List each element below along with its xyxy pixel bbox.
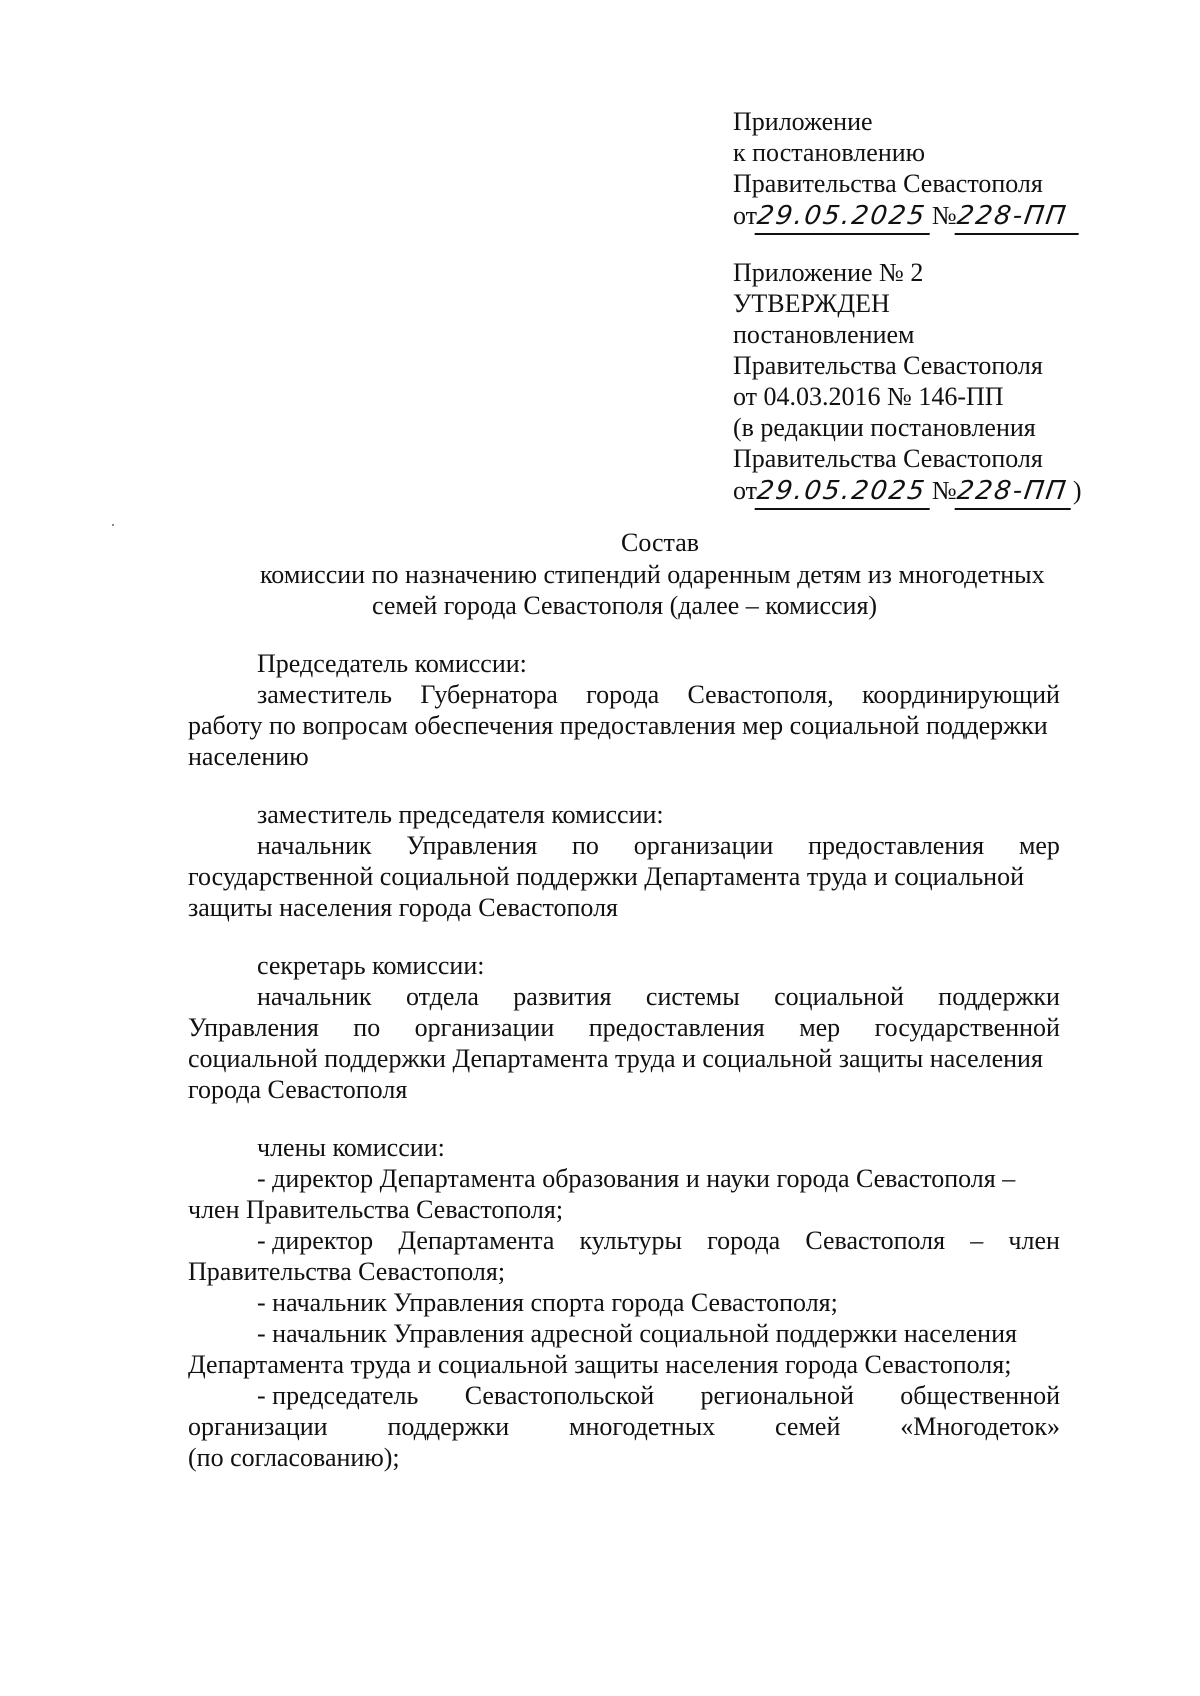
original-resolution-ref: от 04.03.2016 № 146-ПП <box>733 382 1004 411</box>
word: заместитель <box>257 680 393 709</box>
document-subtitle-line1: комиссии по назначению стипендий одаренным детям из многодетных <box>260 560 1045 589</box>
closing-paren: ) <box>1072 476 1082 505</box>
member-3: - начальник Управления спорта города Севастополя; <box>257 1288 838 1317</box>
chair-heading: Председатель комиссии: <box>257 649 527 678</box>
word: начальник <box>257 982 372 1011</box>
number-sign: № <box>931 201 957 230</box>
word: государственной <box>874 1013 1060 1042</box>
word: мер <box>799 1013 841 1042</box>
secretary-line3: социальной поддержки Департамента труда и социальной защиты населения <box>188 1044 1043 1073</box>
members-heading: члены комиссии: <box>257 1133 445 1162</box>
word: предоставления <box>808 831 985 860</box>
approval-date-line <box>733 474 1082 510</box>
appendix-government: Правительства Севастополя <box>733 169 1043 198</box>
word: развития <box>513 982 612 1011</box>
member-5-line1 <box>257 1379 1060 1412</box>
date-prefix: от <box>733 476 758 505</box>
secretary-line2 <box>188 1011 1060 1044</box>
document-title: Состав <box>620 528 700 557</box>
word: мер <box>1018 831 1060 860</box>
word: региональной <box>700 1381 854 1410</box>
appendix-to-resolution: к постановлению <box>733 138 926 167</box>
handwritten-number: 228-ПП <box>954 475 1075 510</box>
word: по <box>353 1013 381 1042</box>
document-subtitle-line2: семей города Севастополя (далее – комиссия) <box>372 591 878 620</box>
word: Севастополя <box>805 1226 946 1255</box>
word: – <box>970 1226 984 1255</box>
approval-government: Правительства Севастополя <box>733 351 1043 380</box>
chair-line1 <box>257 678 1060 711</box>
word: «Многодеток» <box>900 1412 1060 1441</box>
word: Управления <box>188 1013 319 1042</box>
appendix-date-line <box>733 199 1081 235</box>
word: Губернатора <box>420 680 558 709</box>
deputy-line2: государственной социальной поддержки Департамента труда и социальной <box>188 862 1024 891</box>
deputy-heading: заместитель председателя комиссии: <box>257 800 664 829</box>
word: города <box>586 680 660 709</box>
member-2-line2: Правительства Севастополя; <box>188 1257 506 1286</box>
amendment-government: Правительства Севастополя <box>733 444 1043 473</box>
number-sign: № <box>931 476 957 505</box>
word: член <box>1008 1226 1060 1255</box>
deputy-line1 <box>257 829 1060 862</box>
word: семей <box>775 1412 841 1441</box>
word: организации <box>633 831 774 860</box>
word: предоставления <box>588 1013 765 1042</box>
by-resolution: постановлением <box>733 320 915 349</box>
date-prefix: от <box>733 201 758 230</box>
member-4-line2: Департамента труда и социальной защиты населения города Севастополя; <box>188 1350 1012 1379</box>
word: культуры <box>579 1226 682 1255</box>
handwritten-date: 29.05.2025 <box>755 475 935 510</box>
word: начальник <box>257 831 372 860</box>
word: Севастополя, <box>687 680 834 709</box>
member-5-line3: (по согласованию); <box>188 1443 400 1472</box>
appendix-2-label: Приложение № 2 <box>733 258 924 287</box>
member-5-line2 <box>188 1410 1060 1443</box>
chair-line2: работу по вопросам обеспечения предоставления мер социальной поддержки <box>188 711 1048 740</box>
approved-label: УТВЕРЖДЕН <box>733 289 890 318</box>
amendment-note: (в редакции постановления <box>733 413 1036 442</box>
deputy-line3: защиты населения города Севастополя <box>188 893 619 922</box>
secretary-heading: секретарь комиссии: <box>257 951 485 980</box>
word: отдела <box>405 982 479 1011</box>
chair-line3: населению <box>188 742 309 771</box>
word: организации <box>414 1013 555 1042</box>
secretary-line1 <box>257 980 1060 1013</box>
word: общественной <box>900 1381 1060 1410</box>
secretary-line4: города Севастополя <box>188 1075 408 1104</box>
handwritten-date: 29.05.2025 <box>755 200 935 235</box>
handwritten-number: 228-ПП <box>954 200 1083 235</box>
word: системы <box>645 982 740 1011</box>
member-1-line2: член Правительства Севастополя; <box>188 1195 564 1224</box>
word: - председатель <box>257 1381 419 1410</box>
word: города <box>707 1226 781 1255</box>
word: координирующий <box>862 680 1060 709</box>
word: Севастопольской <box>464 1381 655 1410</box>
member-1-line1: - директор Департамента образования и науки города Севастополя – <box>257 1164 1016 1193</box>
word: социальной <box>774 982 904 1011</box>
word: Управления <box>406 831 538 860</box>
appendix-label: Приложение <box>733 107 873 136</box>
word: Департамента <box>398 1226 555 1255</box>
member-4-line1: - начальник Управления адресной социальной поддержки населения <box>257 1319 1017 1348</box>
member-2-line1 <box>257 1224 1060 1257</box>
word: - директор <box>257 1226 374 1255</box>
word: поддержки <box>938 982 1060 1011</box>
word: многодетных <box>569 1412 716 1441</box>
word: организации <box>188 1412 328 1441</box>
word: поддержки <box>387 1412 510 1441</box>
word: по <box>572 831 599 860</box>
